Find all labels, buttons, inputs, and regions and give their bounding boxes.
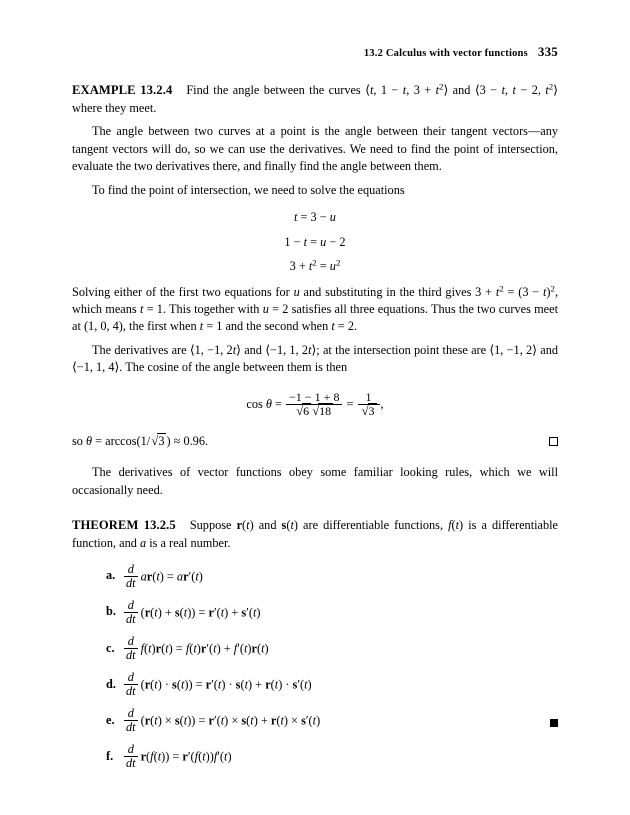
rule-formula-e: $\frac{d}{dt}$ (r(t) × s(t)) = r′(t) × s(t) + r(t) × s′(t) — [126, 705, 321, 734]
cos-fraction — [286, 391, 343, 418]
theorem-rule-e — [72, 707, 558, 734]
rule-label-d: d. — [106, 676, 116, 691]
rule-formula-d: $\frac{d}{dt}$ (r(t) · s(t)) = r′(t) · s(t) + r(t) · s′(t) — [126, 669, 312, 698]
theorem-rules-list — [72, 563, 558, 770]
theorem-rule-a — [72, 563, 558, 590]
cos-denominator: √6 √18 — [296, 403, 332, 418]
rule-label-e: e. — [106, 712, 115, 727]
rule-label-b: b. — [106, 604, 116, 619]
theorem-rule-c — [72, 635, 558, 662]
equation-2: 1 − t = u − 2 — [284, 234, 346, 249]
rule-formula-c: $\frac{d}{dt}$ f(t)r(t) = f(t)r′(t) + f′(t)r(t) — [126, 633, 269, 662]
rule-formula-f: $\frac{d}{dt}$ r(f(t)) = r′(f(t))f′(t) — [126, 741, 232, 770]
rule-label-c: c. — [106, 640, 115, 655]
end-of-section-marker — [550, 719, 558, 727]
equation-3: $3 + t^2 = u^2$ — [289, 257, 341, 274]
example-label: EXAMPLE 13.2.4 — [72, 83, 173, 97]
theorem-rule-d — [72, 671, 558, 698]
cos-result-numerator: 1 — [358, 391, 380, 405]
paragraph-rules-intro: The derivatives of vector functions obey some familiar looking rules, which we will occasionally need. — [72, 465, 558, 497]
cos-numerator: −1 − 1 + 8 — [286, 391, 343, 405]
theorem-rule-b — [72, 599, 558, 626]
equation-system — [72, 209, 558, 275]
theorem-label: THEOREM 13.2.5 — [72, 518, 176, 533]
rule-label-f: f. — [106, 748, 114, 763]
example-paragraph: EXAMPLE 13.2.4 Find the angle between the curves ⟨t, 1 − t, $3 + t^2⟩$ and ⟨3 − t, t − 2, $t^2⟩$ where they meet. — [72, 81, 558, 115]
cos-equals: = — [346, 396, 354, 411]
cos-result-fraction — [358, 391, 380, 418]
paragraph-intersection-intro: To find the point of intersection, we need to solve the equations — [92, 182, 405, 197]
cos-result-denominator: √3 — [361, 403, 375, 418]
theorem-rule-f — [72, 743, 558, 770]
equation-1: t = 3 − u — [294, 210, 336, 225]
rule-formula-b: $\frac{d}{dt}$ (r(t) + s(t)) = r′(t) + s′(t) — [126, 597, 261, 626]
page-number: 335 — [537, 44, 558, 59]
page-header — [72, 0, 558, 60]
cos-comma: , — [380, 396, 384, 411]
paragraph-derivatives: The derivatives are ⟨1, −1, 2t⟩ and ⟨−1, 1, 2t⟩; at the intersection point these are ⟨1, −1, 2⟩ and ⟨−1, 1, 4⟩. The cosine of the angle between them is then — [72, 342, 558, 375]
paragraph-solving: Solving either of the first two equations for u and substituting in the third gives $3 + t^2 = (3 - t)^2$, which means t = 1. This together with u = 2 satisfies all three equations. Thus the two curves meet at (1, 0, 4), the first when t = 1 and the second when t = 2. — [72, 283, 559, 334]
page-body — [72, 82, 558, 770]
header-section-title: 13.2 Calculus with vector functions — [363, 48, 528, 59]
theorem-paragraph: THEOREM 13.2.5 Suppose r(t) and s(t) are differentiable functions, f(t) is a differentiable function, and a is a real number. — [72, 518, 559, 551]
qed-box — [549, 437, 558, 446]
paragraph-theta-result: so θ = arccos(1/√3 ) ≈ 0.96. — [72, 432, 558, 450]
paragraph-angle-explanation: The angle between two curves at a point is the angle between their tangent vectors—any tangent vectors will do, so we can use the derivatives. We need to find the point of intersection, evaluate the two derivatives there, and finally find the angle between them. — [72, 124, 558, 174]
cos-theta-label: cos θ = — [246, 396, 282, 411]
equation-cosine — [72, 391, 558, 418]
rule-formula-a: $\frac{d}{dt}$ ar(t) = ar′(t) — [126, 561, 203, 590]
rule-label-a: a. — [106, 568, 116, 583]
